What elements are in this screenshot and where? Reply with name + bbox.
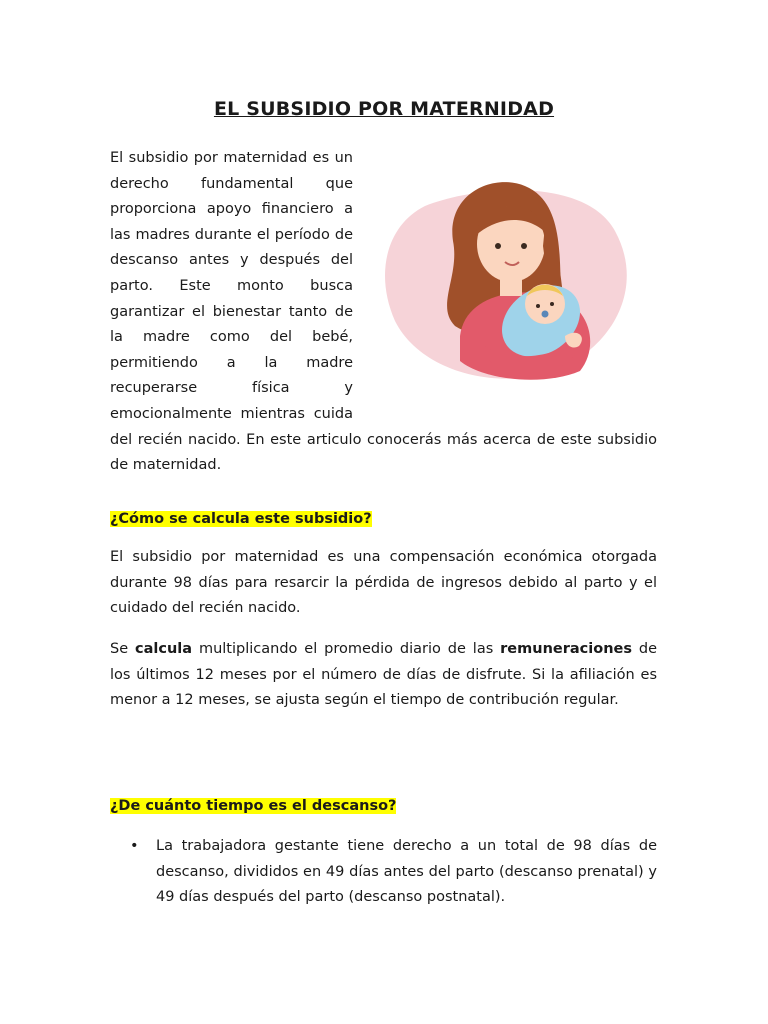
calculation-paragraph-1: El subsidio por maternidad es una compensación económica otorgada durante 98 días para resarcir la pérdida de ingresos debido al parto y el cuidado del recién nacido. <box>110 549 657 617</box>
intro-paragraph <box>110 146 657 479</box>
page-title: EL SUBSIDIO POR MATERNIDAD <box>213 98 555 120</box>
mother-baby-illustration-icon <box>365 146 657 402</box>
rest-period-list <box>110 834 657 911</box>
calculation-paragraph-2: Se calcula multiplicando el promedio diario de las remuneraciones de los últimos 12 meses por el número de días de disfrute. Si la afiliación es menor a 12 meses, se ajusta según el tiempo de contribución regular. <box>110 641 658 709</box>
bullet-icon: • <box>130 838 139 854</box>
bold-remuneraciones: remuneraciones <box>500 641 632 657</box>
list-item: • La trabajadora gestante tiene derecho a un total de 98 días de descanso, divididos en 49 días antes del parto (descanso prenatal) y 49 días después del parto (descanso postnatal). <box>110 834 657 911</box>
section-heading-rest-period: ¿De cuánto tiempo es el descanso? <box>110 798 397 814</box>
intro-text: El subsidio por maternidad es un derecho fundamental que proporciona apoyo financiero a las madres durante el período de descanso antes y después del parto. Este monto busca garantizar el bienestar tanto de la madre como del bebé, permitiendo a la madre recuperarse física y emocionalmente mientras cuida del recién nacido. En este articulo conocerás más acerca de este subsidio de maternidad. <box>110 150 657 474</box>
section-heading-calculation: ¿Cómo se calcula este subsidio? <box>110 511 372 527</box>
bold-calcula: calcula <box>135 641 193 657</box>
